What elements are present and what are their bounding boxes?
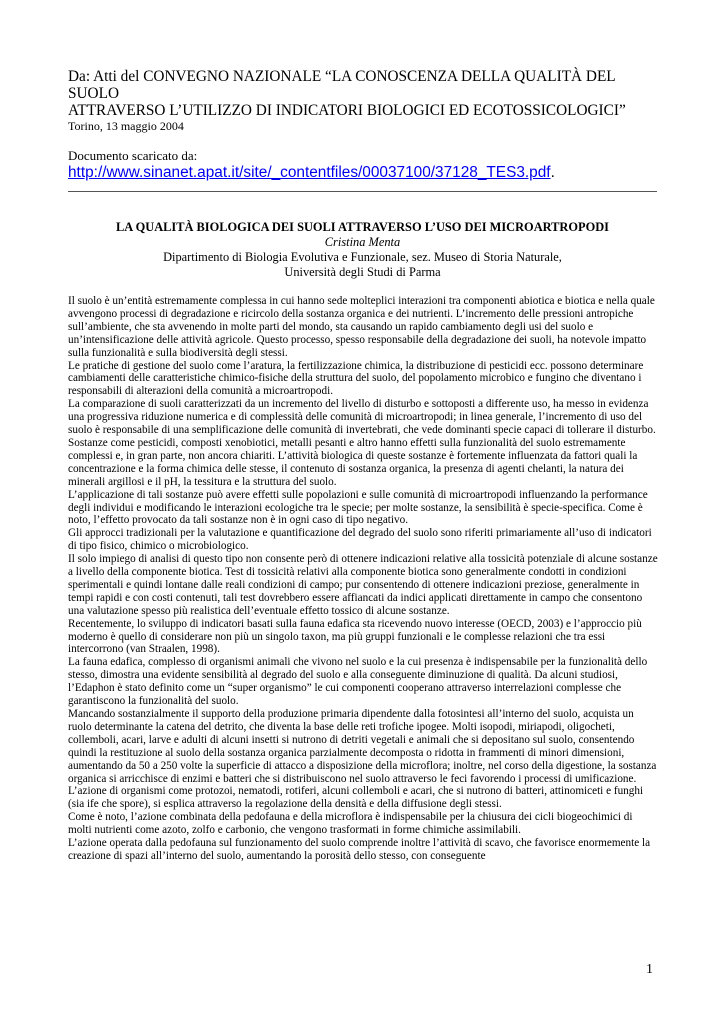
author-affiliation-line1: Dipartimento di Biologia Evolutiva e Funzionale, sez. Museo di Storia Naturale, — [163, 250, 562, 264]
paragraph: Il suolo è un’entità estremamente complessa in cui hanno sede molteplici interazioni tra componenti abiotica e biotica e nella quale avvengono processi di degradazione e ricircolo della sostanza organica e dei nutrienti. L’incremento delle pressioni antropiche sull’ambiente, che sta avvenendo in molte parti del mondo, sta causando un rapido cambiamento degli usi del suolo e un’intensificazione delle attività agricole. Questo processo, spesso responsabile della degradazione dei suoli, ha notevole impatto sulla funzionalità e sulla biodiversità degli stessi. — [68, 295, 655, 359]
paragraph: Il solo impiego di analisi di questo tipo non consente però di ottenere indicazioni relative alla tossicità potenziale di alcune sostanze a livello della componente biotica. Test di tossicità relativi alla componente biotica sono generalmente condotti in condizioni sperimentali e quindi lontane dalle reali condizioni di campo; pur consentendo di ottenere indicazioni preziose, generalmente in tempi rapidi e con costi contenuti, tali test dovrebbero essere affiancati da indici applicati direttamente in campo che consentono una valutazione spesso più realistica dell’eventuale effetto tossico di alcune sostanze. — [68, 553, 658, 617]
paragraph: Mancando sostanzialmente il supporto della produzione primaria dipendente dalla fotosintesi all’interno del suolo, acquista un ruolo determinante la catena del detrito, che diventa la base delle reti trofiche ipogee. Molti isopodi, miriapodi, oligocheti, collemboli, acari, larve e adulti di alcuni insetti si nutrono di detriti vegetali e animali che si depositano sul suolo, consentendo quindi la restituzione al suolo della sostanza organica parzialmente decomposta o ridotta in frammenti di minori dimensioni, aumentando da 50 a 250 volte la superficie di attacco a disposizione della microflora; inoltre, nel corso della digestione, la sostanza organica si arricchisce di enzimi e batteri che si distribuiscono nel suolo attraverso le feci favorendo i processi di umificazione. — [68, 708, 657, 785]
download-link-line — [68, 164, 668, 182]
download-link[interactable]: http://www.sinanet.apat.it/site/_contentfiles/00037100/37128_TES3.pdf — [68, 164, 551, 181]
paragraph: Le pratiche di gestione del suolo come l’aratura, la fertilizzazione chimica, la distribuzione di pesticidi ecc. possono determinare cambiamenti delle caratteristiche chimico-fisiche della struttura del suolo, del popolamento microbico e fungino che diventano i responsabili di alterazioni della comunità a microartropodi. — [68, 359, 644, 398]
download-label: Documento scaricato da: — [68, 148, 198, 163]
header-divider — [68, 191, 657, 192]
article-body — [68, 295, 658, 863]
paragraph: Recentemente, lo sviluppo di indicatori basati sulla fauna edafica sta ricevendo nuovo interesse (OECD, 2003) e l’approccio più moderno è quello di considerare non più un singolo taxon, ma più gruppi funzionali e le complesse relazioni che tra essi intercorrono (van Straalen, 1998). — [68, 617, 642, 656]
article-author: Cristina Menta — [324, 235, 401, 249]
paragraph: L’azione di organismi come protozoi, nematodi, rotiferi, alcuni collemboli e acari, che si nutrono di batteri, attinomiceti e funghi (sia ife che spore), si esplica attraverso la regolazione della densità e della diffusione degli stessi. — [68, 785, 644, 811]
article-title: LA QUALITÀ BIOLOGICA DEI SUOLI ATTRAVERSO L’USO DEI MICROARTROPODI — [115, 220, 609, 234]
conference-date: Torino, 13 maggio 2004 — [68, 119, 184, 133]
conference-title-line2: ATTRAVERSO L’UTILIZZO DI INDICATORI BIOLOGICI ED ECOTOSSICOLOGICI” — [68, 102, 626, 119]
author-affiliation-line2: Università degli Studi di Parma — [284, 265, 441, 279]
paragraph: L’applicazione di tali sostanze può avere effetti sulle popolazioni e sulle comunità di microartropodi influenzando la performance degli individui e modificando le interazioni ecologiche tra le specie; per molte sostanze, la sensibilità è specie-specifica. Come è noto, l’effetto provocato da tali sostanze non è in ogni caso di tipo negativo. — [68, 488, 648, 527]
paragraph: La comparazione di suoli caratterizzati da un incremento del livello di disturbo e sottoposti a differente uso, ha messo in evidenza una progressiva riduzione numerica e di complessità delle comunità di microartropodi; in linea generale, l’incremento di uso del suolo è responsabile di una semplificazione delle comunità di invertebrati, che vede dominanti specie capaci di tollerare il disturbo. — [68, 398, 656, 437]
paragraph: La fauna edafica, complesso di organismi animali che vivono nel suolo e la cui presenza è indispensabile per la funzionalità dello stesso, dimostra una evidente sensibilità al degrado del suolo e alla conseguente diminuzione di qualità. Da alcuni studiosi, l’Edaphon è stato definito come un “super organismo” le cui componenti cooperano attraverso interrelazioni complesse che garantiscono la funzionalità del suolo. — [68, 656, 648, 708]
article-heading — [68, 220, 657, 280]
paragraph: Sostanze come pesticidi, composti xenobiotici, metalli pesanti e altro hanno effetti sulla funzionalità del suolo estremamente complessi e, in gran parte, non ancora chiariti. L’attività biologica di queste sostanze è fortemente influenzata da fattori quali la concentrazione e la forma chimica delle stesse, il contenuto di sostanza organica, la presenza di agenti chelanti, la natura dei minerali argillosi e il pH, la tessitura e la struttura del suolo. — [68, 436, 638, 488]
conference-title-line1: Da: Atti del CONVEGNO NAZIONALE “LA CONOSCENZA DELLA QUALITÀ DEL SUOLO — [68, 68, 616, 102]
page-number: 1 — [646, 962, 653, 977]
paragraph: Come è noto, l’azione combinata della pedofauna e della microflora è indispensabile per la chiusura dei cicli biogeochimici di molti nutrienti come azoto, zolfo e carbonio, che vengono trasformati in forme chimiche assimilabili. — [68, 811, 633, 837]
document-header — [68, 68, 668, 182]
download-link-suffix: . — [550, 164, 555, 181]
paragraph: L’azione operata dalla pedofauna sul funzionamento del suolo comprende inoltre l’attività di scavo, che favorisce enormemente la creazione di spazi all’interno del suolo, aumentando la porosità dello stesso, con conseguente — [68, 837, 651, 862]
paragraph: Gli approcci tradizionali per la valutazione e quantificazione del degrado del suolo sono riferiti primariamente all’uso di indicatori di tipo fisico, chimico o microbiologico. — [68, 527, 652, 553]
